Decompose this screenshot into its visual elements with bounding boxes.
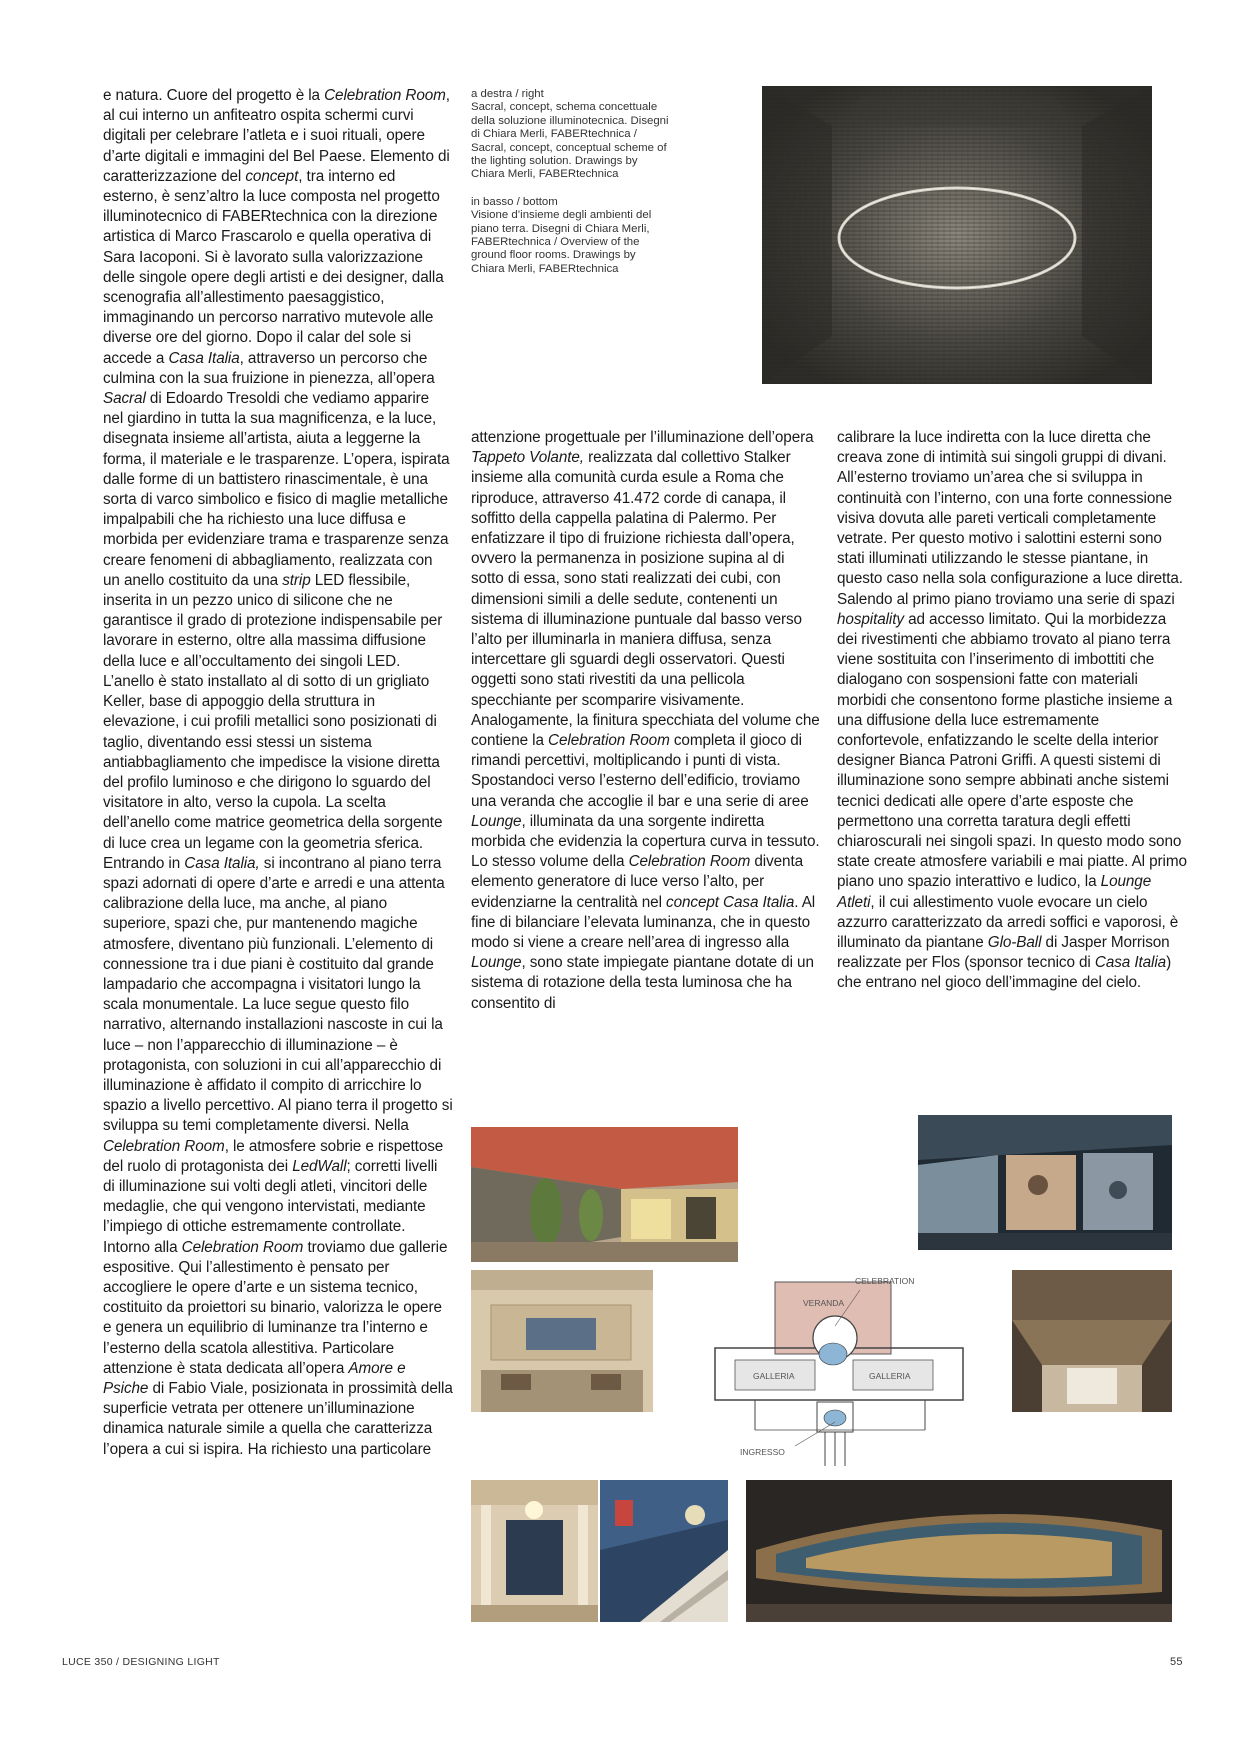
photo-tappeto-ceiling	[746, 1480, 1172, 1622]
plan-drawing	[695, 1270, 995, 1470]
caption-bottom-label: in basso / bottom	[471, 195, 558, 208]
photo-staircase	[600, 1480, 728, 1622]
body-text-col3: calibrare la luce indiretta con la luce diretta che creava zone di intimità sui singoli gruppi di divani. All’esterno troviamo un’area che si sviluppa in continuità con l’interno, con una forte connessione visiva dovuta alle pareti verticali completamente vetrate. Per questo motivo i salottini esterni sono stati illuminati utilizzando le stesse piantane, in questo caso nella sola configurazione a luce diretta. Salendo al primo piano troviamo una serie di spazi hospitality ad accesso limitato. Qui la morbidezza dei rivestimenti che abbiamo trovato al piano terra viene sostituita con l’inserimento di imbottiti che dialogano con sospensioni fatte con materiali morbidi che consentono forme plastiche insieme a una diffusione della luce estremamente confortevole, enfatizzando le scelte della interior designer Bianca Patroni Griffi. A questi sistemi di illuminazione sono sempre abbinati anche sistemi tecnici dedicati alle opere d’arte esposte che permettono una corretta taratura degli effetti chiaroscurali nei singoli spazi. In questo modo sono state create atmosfere variabili e mai piatte. Al primo piano uno spazio interattivo e ludico, la Lounge Atleti, il cui allestimento vuole evocare un cielo azzurro caratterizzato da arredi soffici e vaporosi, è illuminato da piantane Glo-Ball di Jasper Morrison realizzate per Flos (sponsor tecnico di Casa Italia) che entrano nel gioco dell’immagine del cielo.	[837, 429, 1187, 992]
sacral-concept-image	[762, 86, 1152, 384]
photo-hall-columns	[471, 1480, 598, 1622]
article-column-3	[837, 428, 1187, 994]
body-text-col1: e natura. Cuore del progetto è la Celebration Room, al cui interno un anfiteatro ospita schermi curvi digitali per celebrare l’atleta e i suoi rituali, opere d’arte digitali e immagini del Bel Paese. Elemento di caratterizzazione del concept, tra interno ed esterno, è senz’altro la luce composta nel progetto illuminotecnico di FABERtechnica con la direzione artistica di Marco Frascarolo e quella operativa di Sara Iacoponi. Si è lavorato sulla valorizzazione delle singole opere degli artisti e dei designer, dalla scenografia all’allestimento paesaggistico, immaginando un percorso narrativo mutevole alle diverse ore del giorno. Dopo il calar del sole si accede a Casa Italia, attraverso un percorso che culmina con la sua fruizione in pienezza, all’opera Sacral di Edoardo Tresoldi che vediamo apparire nel giardino in tutta la sua magnificenza, e la luce, disegnata insieme all’artista, aiuta a leggerne la forma, il materiale e le trasparenze. L’opera, ispirata dalle forme di un battistero rinascimentale, è una sorta di varco simbolico e fisico di maglie metalliche impalpabili che ha richiesto una luce diffusa e morbida per evidenziare trama e trasparenze senza creare fenomeni di abbagliamento, realizzata con un anello costituito da una strip LED flessibile, inserita in un pezzo unico di silicone che ne garantisce il grado di protezione indispensabile per lavorare in esterno, oltre alla massima diffusione della luce e all’occultamento dei singoli LED. L’anello è stato installato al di sotto di un grigliato Keller, base di appoggio della struttura in elevazione, i cui profili metallici sono posizionati di taglio, diventando essi stessi un sistema antiabbagliamento che impedisce la visione diretta del profilo luminoso e che dirigono lo sguardo del visitatore in alto, verso la cupola. La scelta dell’anello come matrice geometrica della sorgente di luce crea un legame con la geometria sferica. Entrando in Casa Italia, si incontrano al piano terra spazi adornati di opere d’arte e arredi e una attenta calibrazione della luce, ma anche, al piano superiore, spazi che, pur mantenendo magiche atmosfere, diventano più funzionali. L’elemento di connessione tra i due piani è costituito dal grande lampadario che accompagna i visitatori lungo la scala monumentale. La luce segue questo filo narrativo, alternando installazioni nascoste in cui la luce – non l’apparecchio di illuminazione – è protagonista, con soluzioni in cui all’apparecchio di illuminazione è affidato il compito di arricchire lo spazio a livello percettivo. Al piano terra il progetto si sviluppa su temi completamente diversi. Nella Celebration Room, le atmosfere sobrie e rispettose del ruolo di protagonista dei LedWall; corretti livelli di illuminazione sui volti degli atleti, vincitori delle medaglie, che qui vengono intervistati, mediante l’impiego di ottiche estremamente controllate. Intorno alla Celebration Room troviamo due gallerie espositive. Qui l’allestimento è pensato per accogliere le opere d’arte e un sistema tecnico, costituito da proiettori su binario, valorizza le opere e genera un equilibrio di luminanze tra l’interno e l’esterno della scatola allestitiva. Particolare attenzione è stata dedicata all’opera Amore e Psiche di Fabio Viale, posizionata in prossimità della superficie vetrata per ottenere un’illuminazione dinamica naturale simile a quella che caratterizza l’opera a cui si ispira. Ha richiesto una particolare	[103, 87, 453, 1458]
plan-label-celebration: CELEBRATION	[855, 1276, 915, 1286]
photo-veranda	[471, 1127, 738, 1262]
plan-label-galleria-right: GALLERIA	[869, 1371, 911, 1381]
plan-label-galleria-left: GALLERIA	[753, 1371, 795, 1381]
photo-tappeto-volante	[1012, 1270, 1172, 1412]
caption-bottom-text: Visione d’insieme degli ambienti del piano terra. Disegni di Chiara Merli, FABERtechnica / Overview of the ground floor rooms. Drawings by Chiara Merli, FABERtechnica	[471, 209, 652, 275]
ground-floor-plan	[695, 1270, 995, 1470]
article-column-1	[103, 86, 453, 1460]
caption-block	[471, 88, 671, 290]
article-column-2	[471, 428, 821, 1014]
body-text-col2: attenzione progettuale per l’illuminazione dell’opera Tappeto Volante, realizzata dal collettivo Stalker insieme alla comunità curda esule a Roma che riproduce, attraverso 41.472 corde di canapa, il soffitto della cappella palatina di Palermo. Per enfatizzare il tipo di fruizione richiesta dall’opera, ovvero la permanenza in posizione supina al di sotto di essa, sono stati realizzati dei cubi, con dimensioni simili a delle sedute, contenenti un sistema di illuminazione puntuale dal basso verso l’alto per illuminarla in maniera diffusa, senza intercettare gli sguardi degli osservatori. Questi oggetti sono stati rivestiti da una pellicola specchiante per scomparire visivamente. Analogamente, la finitura specchiata del volume che contiene la Celebration Room completa il gioco di rimandi percettivi, moltiplicando i punti di vista. Spostandoci verso l’esterno dell’edificio, troviamo una veranda che accoglie il bar e una serie di aree Lounge, illuminata da una sorgente indiretta morbida che evidenzia la copertura curva in tessuto. Lo stesso volume della Celebration Room diventa elemento generatore di luce verso l’alto, per evidenziarne la centralità nel concept Casa Italia. Al fine di bilanciare l’elevata luminanza, che in questo modo si viene a creare nell’area di ingresso alla Lounge, sono state impiegate piantane dotate di un sistema di rotazione della testa luminosa che ha consentito di	[471, 429, 820, 1012]
plan-label-veranda: VERANDA	[803, 1298, 845, 1308]
caption-right-text: Sacral, concept, schema concettuale della soluzione illuminotecnica. Disegni di Chiara Merli, FABERtechnica / Sacral, concept, conceptual scheme of the lighting solution. Drawings by Chiara Merli, FABERtechnica	[471, 101, 669, 181]
footer-publication: LUCE 350 / DESIGNING LIGHT	[62, 1656, 220, 1668]
plan-label-ingresso: INGRESSO	[740, 1447, 785, 1457]
photo-celebration-room	[918, 1115, 1172, 1250]
caption-bottom	[471, 196, 671, 276]
photo-gallery	[471, 1270, 653, 1412]
caption-right	[471, 88, 671, 182]
footer-page-number: 55	[1170, 1656, 1183, 1668]
sacral-concept-drawing	[762, 86, 1152, 384]
caption-right-label: a destra / right	[471, 88, 544, 100]
